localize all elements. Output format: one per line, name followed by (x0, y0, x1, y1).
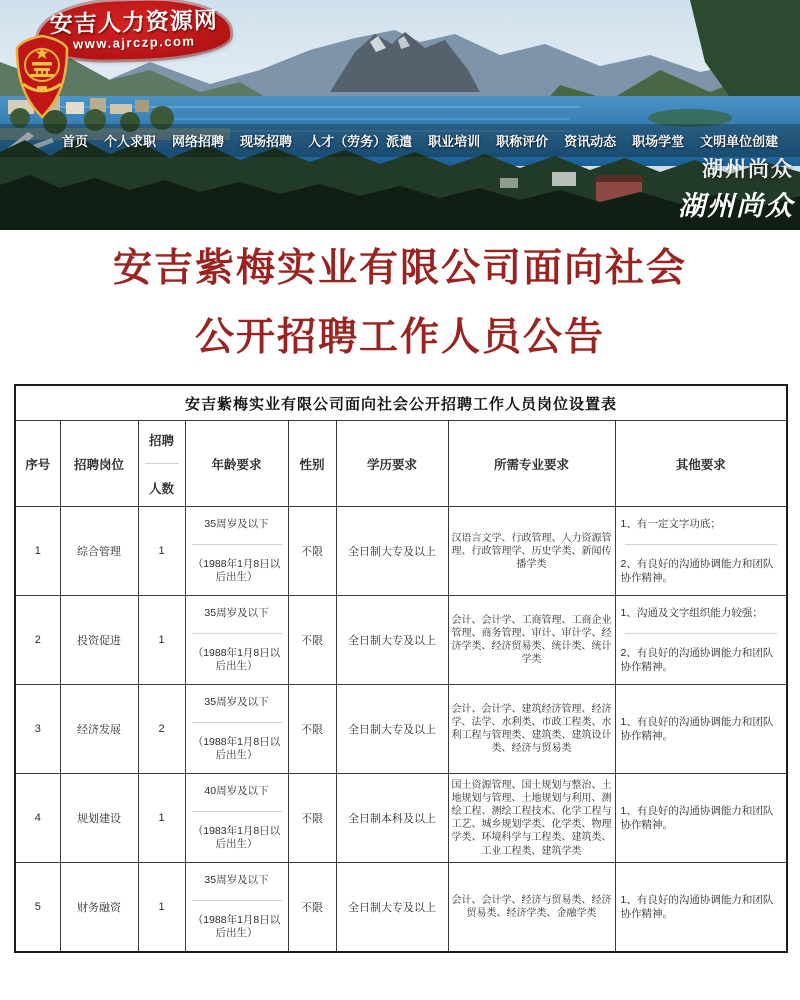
table-caption-row (15, 385, 787, 421)
nav-item-8[interactable]: 职场学堂 (632, 134, 685, 149)
cell-age (185, 774, 288, 863)
age-limit: 35周岁及以下 (204, 606, 269, 619)
cell-count: 2 (138, 685, 185, 774)
cell-position: 经济发展 (60, 685, 138, 774)
cell-divider (192, 722, 282, 723)
cell-count: 1 (138, 774, 185, 863)
site-banner (0, 0, 800, 230)
header-gender: 性别 (288, 421, 336, 507)
national-emblem-icon (13, 34, 71, 120)
nav-item-6[interactable]: 职称评价 (496, 134, 549, 149)
other-requirement-1: 1、沟通及文字组织能力较强； (620, 607, 763, 620)
cell-count: 1 (138, 507, 185, 596)
announcement-title-line2: 公开招聘工作人员公告 (194, 315, 605, 359)
announcement-title (0, 230, 800, 360)
cell-gender: 不限 (288, 507, 336, 596)
header-education: 学历要求 (336, 421, 448, 507)
other-requirement-1: 1、有良好的沟通协调能力和团队协作精神。 (620, 805, 774, 832)
age-birthdate: （1988年1月8日以后出生） (192, 913, 281, 940)
cell-other (615, 507, 787, 596)
job-row (15, 596, 787, 685)
cell-count: 1 (138, 596, 185, 685)
header-count (138, 421, 185, 507)
cell-education: 全日制大专及以上 (336, 507, 448, 596)
header-major: 所需专业要求 (448, 421, 615, 507)
header-other: 其他要求 (615, 421, 787, 507)
nav-item-4[interactable]: 人才（劳务）派遣 (308, 134, 413, 149)
cell-age (185, 685, 288, 774)
cell-gender: 不限 (288, 863, 336, 953)
cell-index: 1 (15, 507, 60, 596)
cell-education: 全日制本科及以上 (336, 774, 448, 863)
cell-education: 全日制大专及以上 (336, 685, 448, 774)
cell-divider (625, 544, 778, 545)
cell-index: 4 (15, 774, 60, 863)
cell-other (615, 685, 787, 774)
cell-major: 会计、会计学、工商管理、工商企业管理、商务管理、审计、审计学、经济学类、经济贸易类、统计类、统计学类 (448, 596, 615, 685)
cell-education: 全日制大专及以上 (336, 863, 448, 953)
cell-major: 会计、会计学、经济与贸易类、经济贸易类、经济学类、金融学类 (448, 863, 615, 953)
nav-item-3[interactable]: 现场招聘 (240, 134, 293, 149)
cell-position: 综合管理 (60, 507, 138, 596)
cell-other (615, 863, 787, 953)
cell-major: 汉语言文学、行政管理、人力资源管理、行政管理学、历史学类、新闻传播学类 (448, 507, 615, 596)
job-row (15, 685, 787, 774)
nav-item-0[interactable]: 首页 (62, 134, 89, 149)
header-count-top: 招聘 (148, 433, 174, 448)
cell-divider (625, 633, 778, 634)
nav-item-9[interactable]: 文明单位创建 (700, 134, 779, 149)
age-limit: 35周岁及以下 (204, 695, 269, 708)
job-table-body (15, 507, 787, 953)
cell-divider (192, 811, 282, 812)
cell-divider (192, 633, 282, 634)
cell-divider (192, 544, 282, 545)
cell-age (185, 596, 288, 685)
job-row (15, 507, 787, 596)
cell-major: 会计、会计学、建筑经济管理、经济学、法学、水利类、市政工程类、水利工程与管理类、建筑类、建筑设计类、经济与贸易类 (448, 685, 615, 774)
age-birthdate: （1988年1月8日以后出生） (192, 646, 281, 673)
job-table (14, 384, 788, 954)
other-requirement-1: 1、有良好的沟通协调能力和团队协作精神。 (620, 894, 774, 921)
cell-position: 财务融资 (60, 863, 138, 953)
announcement-title-line1: 安吉紫梅实业有限公司面向社会 (112, 247, 687, 290)
other-requirement-2: 2、有良好的沟通协调能力和团队协作精神。 (620, 646, 774, 674)
age-birthdate: （1988年1月8日以后出生） (192, 735, 281, 762)
watermark-bottom: 湖州尚众 (678, 191, 794, 221)
cell-gender: 不限 (288, 685, 336, 774)
cell-major: 国土资源管理、国土规划与整治、土地规划与管理、土地规划与利用、测绘工程、测绘工程技术、化学工程与工艺、城乡规划学类、化学类、物理学类、环境科学与工程类、建筑类、工业工程类、建筑学类 (448, 774, 615, 863)
cell-other (615, 774, 787, 863)
nav-item-2[interactable]: 网络招聘 (172, 134, 225, 149)
age-birthdate: （1988年1月8日以后出生） (192, 557, 281, 584)
cell-index: 3 (15, 685, 60, 774)
nav-item-5[interactable]: 职业培训 (428, 134, 481, 149)
cell-age (185, 507, 288, 596)
cell-divider (192, 900, 282, 901)
job-table-wrap (14, 384, 786, 954)
cell-gender: 不限 (288, 596, 336, 685)
other-requirement-1: 1、有一定文字功底； (620, 518, 721, 531)
job-row (15, 774, 787, 863)
other-requirement-2: 2、有良好的沟通协调能力和团队协作精神。 (620, 557, 774, 585)
cell-divider (145, 463, 179, 464)
main-nav (0, 124, 800, 157)
site-name: 安吉人力资源网 (49, 7, 219, 38)
other-requirement-1: 1、有良好的沟通协调能力和团队协作精神。 (620, 716, 774, 743)
age-limit: 35周岁及以下 (204, 517, 269, 530)
cell-education: 全日制大专及以上 (336, 596, 448, 685)
table-caption: 安吉紫梅实业有限公司面向社会公开招聘工作人员岗位设置表 (15, 385, 787, 421)
age-limit: 35周岁及以下 (204, 873, 269, 886)
watermark-top: 湖州尚众 (702, 158, 794, 181)
cell-gender: 不限 (288, 774, 336, 863)
cell-index: 5 (15, 863, 60, 953)
header-index: 序号 (15, 421, 60, 507)
header-position: 招聘岗位 (60, 421, 138, 507)
cell-other (615, 596, 787, 685)
nav-item-7[interactable]: 资讯动态 (564, 134, 617, 149)
cell-index: 2 (15, 596, 60, 685)
cell-count: 1 (138, 863, 185, 953)
age-limit: 40周岁及以下 (204, 784, 269, 797)
cell-position: 规划建设 (60, 774, 138, 863)
table-header-row (15, 421, 787, 507)
age-birthdate: （1983年1月8日以后出生） (192, 824, 281, 851)
header-count-bottom: 人数 (148, 481, 174, 496)
header-age: 年龄要求 (185, 421, 288, 507)
nav-item-1[interactable]: 个人求职 (104, 134, 157, 149)
cell-position: 投资促进 (60, 596, 138, 685)
cell-age (185, 863, 288, 953)
job-row (15, 863, 787, 953)
site-url: www.ajrczp.com (72, 32, 196, 52)
